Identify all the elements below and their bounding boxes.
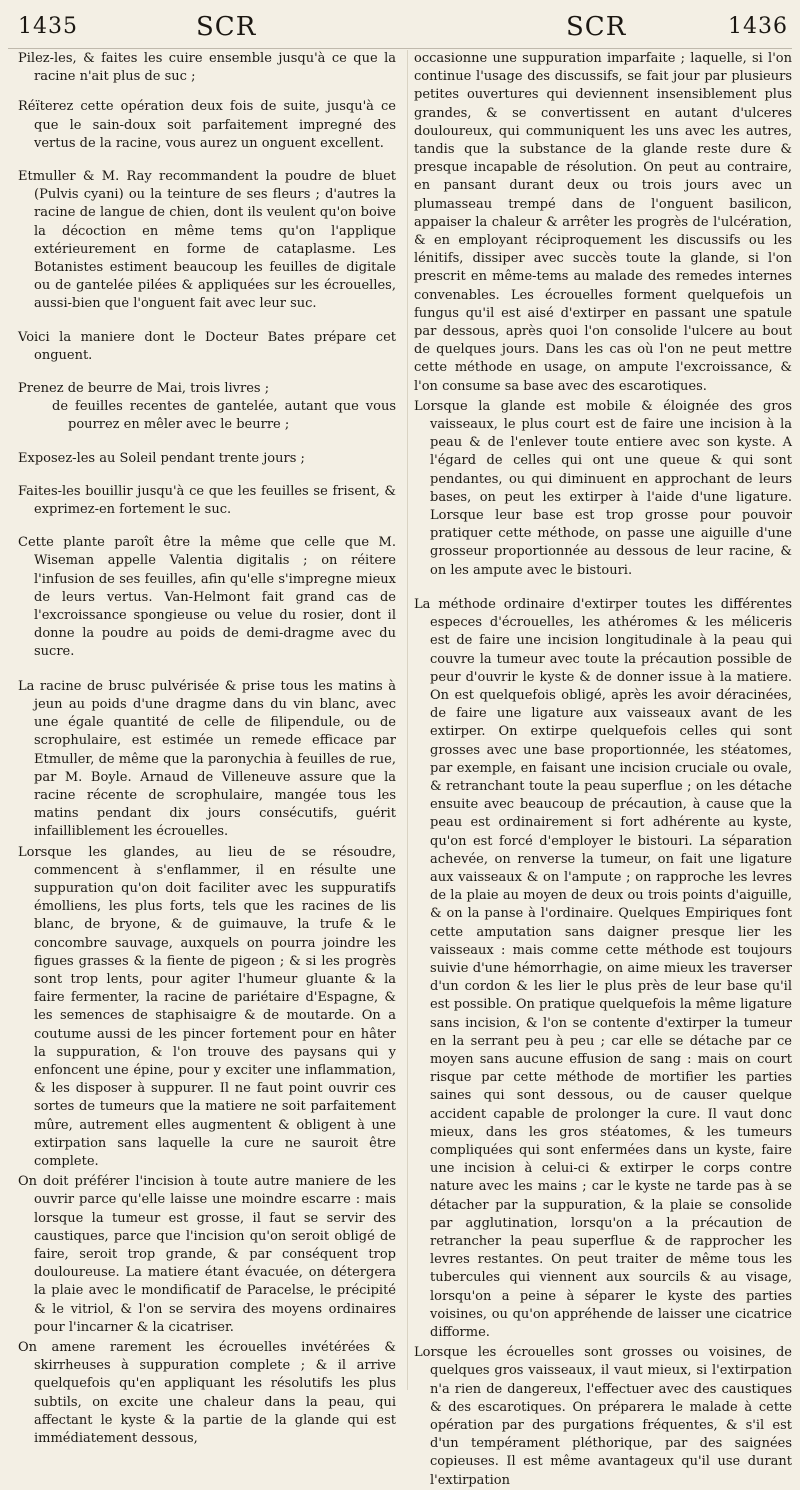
running-title-right: SCR [566,12,627,42]
paragraph: Lorsque les glandes, au lieu de se résoudre, commencent à s'enflammer, il en résulte une suppuration qu'on doit faciliter avec les suppuratifs émolliens, les plus forts, tels que les racines de lis blanc, de bryone, & de guimauve, la trufe & le concombre sauvage, auxquels on pourra joindre les figues grasses & la fiente de pigeon ; & si les progrès sont trop lents, pour agiter l'humeur gluante & la faire fermenter, la racine de pariétaire d'Espagne, & les semences de staphisaigre & de moutarde. On a coutume aussi de les pincer fortement pour en hâter la suppuration, & l'on trouve des paysans qui y enfoncent une épine, pour y exciter une inflammation, & les disposer à suppurer. Il ne faut point ouvrir ces sortes de tumeurs que la matiere ne soit parfaitement mûre, autrement elles augmentent & obligent à une extirpation sans laquelle la cure ne sauroit être complete. [18,844,396,1169]
text-columns [18,50,792,1488]
paragraph: occasionne une suppuration imparfaite ; laquelle, si l'on continue l'usage des discussifs, se fait jour par plusieurs petites ouvertures qui deviennent insensiblement plus grandes, & se convertissent en autant d'ulceres douloureux, qui communiquent les uns avec les autres, tandis que la substance de la glande reste dure & presque incapable de résolution. On peut au contraire, en pansant durant deux ou trois jours avec un plumasseau trempé dans de l'onguent basilicon, appaiser la chaleur & arrêter les progrès de l'ulcération, & en employant réciproquement les discussifs ou les lénitifs, dissiper avec succès toute la glande, si l'on prescrit en même-tems au malade des remedes internes convenables. Les écrouelles forment quelquefois un fungus qu'il est aisé d'extirper en passant une spatule par dessous, après quoi l'on consolide l'ulcere au bout de quelques jours. Dans les cas où l'on ne peut mettre cette méthode en usage, on ampute l'excroissance, & l'on consume sa base avec des escarotiques. [414,51,792,394]
paragraph: Réïterez cette opération deux fois de suite, jusqu'à ce que le sain-doux soit parfaitement impregné des vertus de la racine, vous aurez un onguent excellent. [18,99,396,151]
recipe-line: Faites-les bouillir jusqu'à ce que les feuilles se frisent, & exprimez-en fortement le suc. [18,483,396,518]
paragraph: Lorsque la glande est mobile & éloignée des gros vaisseaux, le plus court est de faire une incision à la peau & de l'enlever toute entiere avec son kyste. A l'égard de celles qui ont une queue & qui sont pendantes, ou qui diminuent en approchant de leurs bases, on peut les extirper à l'aide d'une ligature. Lorsque leur base est trop grosse pour pouvoir pratiquer cette méthode, on passe une aiguille d'une grosseur proportionnée au dessous de leur racine, & on les ampute avec le bistouri. [414,398,792,578]
running-title-left: SCR [196,12,257,42]
left-column [18,50,396,1447]
column-divider [407,50,408,1390]
recipe-line: Exposez-les au Soleil pendant trente jours ; [18,450,305,466]
recipe-line: Prenez de beurre de Mai, trois livres ; [18,381,270,397]
page-number-right: 1436 [728,14,788,39]
paragraph: Etmuller & M. Ray recommandent la poudre de bluet (Pulvis cyani) ou la teinture de ses fleurs ; d'autres la racine de langue de chien, dont ils veulent qu'on boive la décoction en même tems qu'on l'applique extérieurement en forme de cataplasme. Les Botanistes estiment beaucoup les feuilles de digitale ou de gantelée pilées & appliquées sur les écrouelles, aussi-bien que l'onguent fait avec leur suc. [18,169,396,312]
paragraph: Pilez-les, & faites les cuire ensemble jusqu'à ce que la racine n'ait plus de suc ; [18,51,396,85]
paragraph: Cette plante paroît être la même que celle que M. Wiseman appelle Valentia digitalis ; on réitere l'infusion de ses feuilles, afin qu'elle s'impregne mieux de leurs vertus. Van-Helmont fait grand cas de l'excroissance spongieuse ou velue du rosier, dont il donne la poudre au poids de demi-dragme avec du sucre. [18,535,396,660]
paragraph: Lorsque les écrouelles sont grosses ou voisines, de quelques gros vaisseaux, il vaut mieux, si l'extirpation n'a rien de dangereux, l'effectuer avec des caustiques & des escarotiques. On préparera le malade à cette opération par des purgations fréquentes, & s'il est d'un tempérament pléthorique, par des saignées copieuses. Il est même avantageux qu'il use durant l'extirpation [414,1345,792,1488]
recipe-line: de feuilles recentes de gantelée, autant que vous pourrez en mêler avec le beurre ; [52,399,396,433]
paragraph: Voici la maniere dont le Docteur Bates prépare cet onguent. [18,329,396,363]
paragraph: On amene rarement les écrouelles invétérées & skirrheuses à suppuration complete ; & il arrive quelquefois qu'en appliquant les résolutifs les plus subtils, on excite une chaleur dans la peau, qui affectant le kyste & la partie de la glande qui est immédiatement dessous, [18,1340,396,1447]
page-number-left: 1435 [18,14,78,39]
header-rule [8,48,792,49]
right-column [414,50,792,1488]
paragraph: La méthode ordinaire d'extirper toutes les différentes especes d'écrouelles, les athéromes & les méliceris est de faire une incision longitudinale à la peau qui couvre la tumeur avec toute la précaution possible de peur d'ouvrir le kyste & de donner issue à la matiere. On est quelquefois obligé, après les avoir déracinées, de faire une ligature aux vaisseaux avant de les extirper. On extirpe quelquefois celles qui sont grosses avec une base proportionnée, les stéatomes, par exemple, en faisant une incision cruciale ou ovale, & retranchant toute la peau superflue ; on les détache ensuite avec beaucoup de précaution, à cause que la peau est ordinairement si fort adhérente au kyste, qu'on est forcé d'employer le bistouri. La séparation achevée, on renverse la tumeur, on fait une ligature aux vaisseaux & on l'ampute ; on rapproche les levres de la plaie au moyen de deux ou trois points d'aiguille, & on la panse à l'ordinaire. Quelques Empiriques font cette amputation sans daigner presque lier les vaisseaux : mais comme cette méthode est toujours suivie d'une hémorrhagie, on aime mieux les traverser d'un cordon & les lier le plus près de leur base qu'il est possible. On pratique quelquefois la même ligature sans incision, & l'on se contente d'extirper la tumeur en la serrant peu à peu ; car elle se détache par ce moyen sans aucune effusion de sang : mais on court risque par cette méthode de mortifier les parties saines qui sont dessous, ou de causer quelque accident capable de prolonger la cure. Il vaut donc mieux, dans les gros stéatomes, & les tumeurs compliquées qui sont enfermées dans un kyste, faire une incision à celui-ci & extirper le corps contre nature avec les mains ; car le kyste ne tarde pas à se détacher par la suppuration, & la plaie se consolide par agglutination, lorsqu'on a la précaution de retrancher la peau superflue & de rapprocher les levres restantes. On peut traiter de même tous les tubercules qui viennent aux sourcils & au visage, lorsqu'on a peine à séparer le kyste des parties voisines, ou qu'on appréhende de laisser une cicatrice difforme. [414,596,792,1341]
running-header [18,12,792,50]
paragraph: La racine de brusc pulvérisée & prise tous les matins à jeun au poids d'une dragme dans du vin blanc, avec une égale quantité de celle de filipendule, ou de scrophulaire, est estimée un remede efficace par Etmuller, de même que la paronychia à feuilles de rue, par M. Boyle. Arnaud de Villeneuve assure que la racine récente de scrophulaire, mangée tous les matins pendant dix jours consécutifs, guérit infailliblement les écrouelles. [18,678,396,840]
paragraph: On doit préférer l'incision à toute autre maniere de les ouvrir parce qu'elle laisse une moindre escarre : mais lorsque la tumeur est grosse, il faut se servir des caustiques, parce que l'incision qu'on seroit obligé de faire, seroit trop grande, & par conséquent trop douloureuse. La matiere étant évacuée, on détergera la plaie avec le mondificatif de Paracelse, le précipité & le vitriol, & l'on se servira des moyens ordinaires pour l'incarner & la cicatriser. [18,1174,396,1335]
